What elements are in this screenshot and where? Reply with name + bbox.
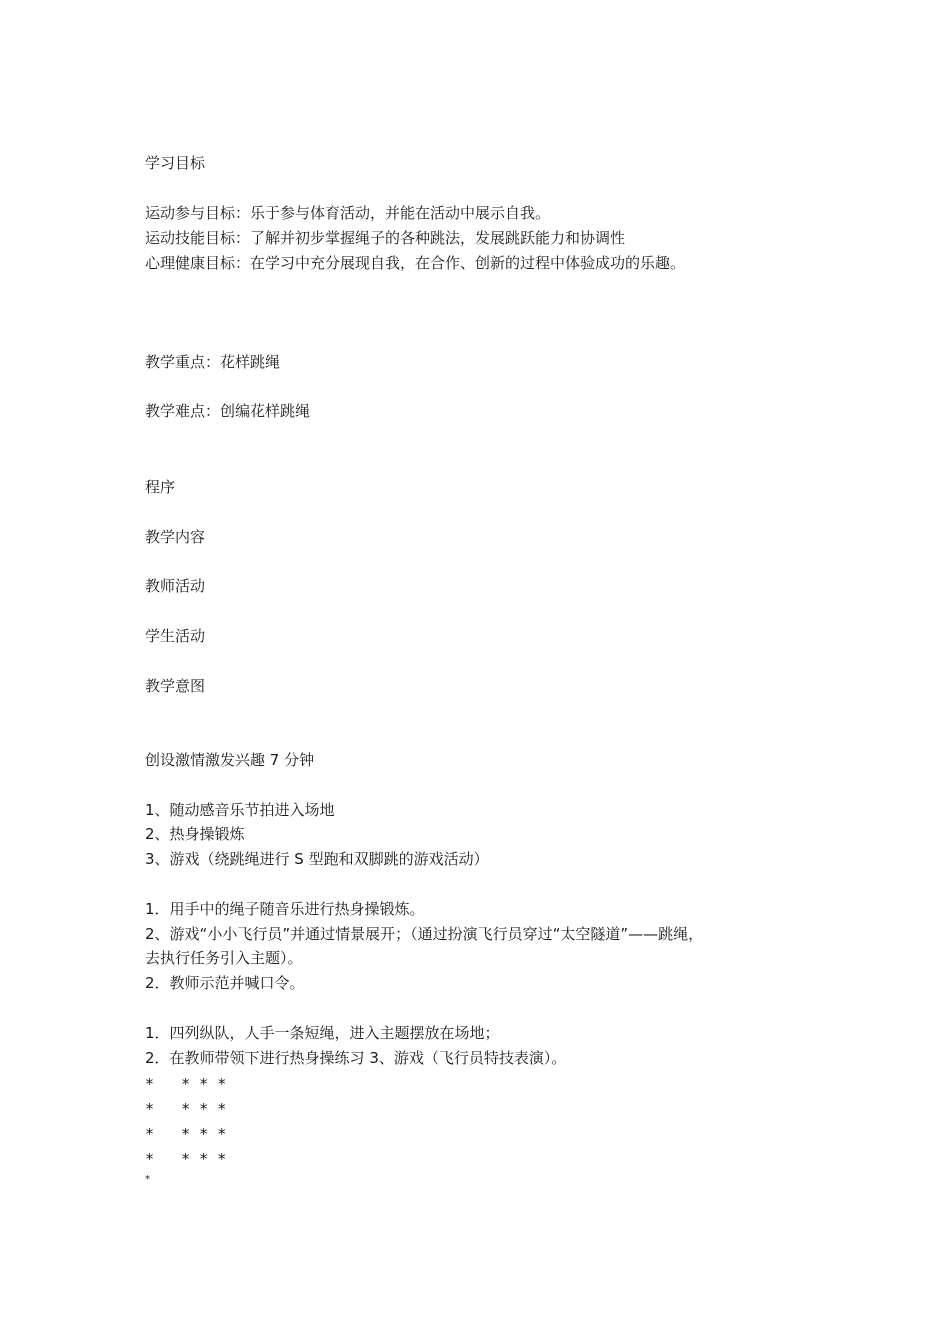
- formation-row: * * * *: [145, 1125, 227, 1143]
- goal-participation: 运动参与目标：乐于参与体育活动，并能在活动中展示自我。: [145, 204, 551, 222]
- teacher-item: 2、游戏“小小飞行员”并通过情景展开；（通过扮演飞行员穿过“太空隧道”——跳绳，: [145, 925, 704, 943]
- teacher-item: 2．教师示范并喊口令。: [145, 974, 305, 992]
- key-point: 教学重点：花样跳绳: [145, 353, 281, 371]
- column-teaching-intent: 教学意图: [145, 677, 206, 695]
- teacher-item: 去执行任务引入主题）。: [145, 949, 303, 967]
- content-item: 3、游戏（绕跳绳进行 S 型跑和双脚跳的游戏活动）: [145, 850, 489, 868]
- phase-title: 创设激情激发兴趣 7 分钟: [145, 751, 315, 769]
- student-item: 2．在教师带领下进行热身操练习 3、游戏（飞行员特技表演）。: [145, 1049, 567, 1067]
- goals-heading: 学习目标: [145, 154, 206, 172]
- goal-skill: 运动技能目标：了解并初步掌握绳子的各种跳法，发展跳跃能力和协调性: [145, 229, 626, 247]
- content-item: 1、随动感音乐节拍进入场地: [145, 801, 335, 819]
- column-teacher-activity: 教师活动: [145, 577, 206, 595]
- content-item: 2、热身操锻炼: [145, 825, 245, 843]
- teacher-item: 1．用手中的绳子随音乐进行热身操锻炼。: [145, 900, 425, 918]
- formation-tail: *: [145, 1174, 150, 1185]
- difficult-point: 教学难点：创编花样跳绳: [145, 402, 311, 420]
- procedure-heading: 程序: [145, 478, 176, 496]
- column-student-activity: 学生活动: [145, 627, 206, 645]
- formation-row: * * * *: [145, 1100, 227, 1118]
- formation-row: * * * *: [145, 1150, 227, 1168]
- student-item: 1．四列纵队，人手一条短绳，进入主题摆放在场地；: [145, 1024, 500, 1042]
- column-teaching-content: 教学内容: [145, 528, 206, 546]
- goal-mental-health: 心理健康目标：在学习中充分展现自我，在合作、创新的过程中体验成功的乐趣。: [145, 254, 686, 272]
- formation-row: * * * *: [145, 1075, 227, 1093]
